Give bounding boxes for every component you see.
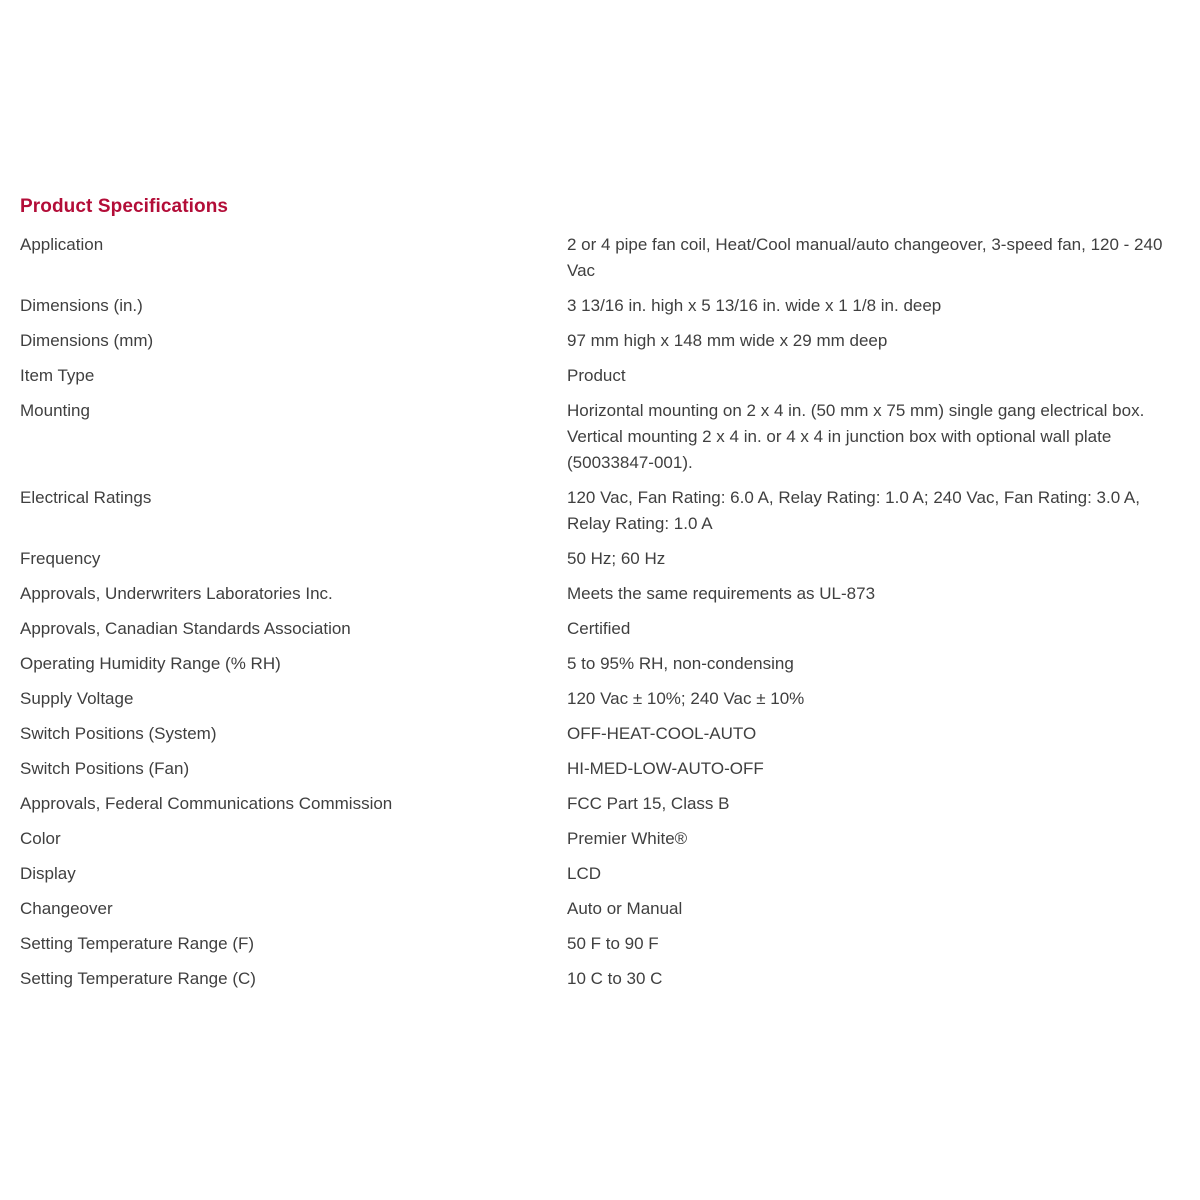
spec-value: 3 13/16 in. high x 5 13/16 in. wide x 1 1/8 in. deep: [567, 296, 942, 315]
spec-value: Certified: [567, 619, 631, 638]
spec-row: [20, 328, 1186, 354]
spec-label: Changeover: [20, 899, 113, 918]
spec-value: Horizontal mounting on 2 x 4 in. (50 mm x 75 mm) single gang electrical box. Vertical mounting 2 x 4 in. or 4 x 4 in junction box with optional wall plate (50033847-001).: [567, 401, 1145, 472]
spec-value: Meets the same requirements as UL-873: [567, 584, 876, 603]
spec-row: [20, 485, 1186, 537]
spec-value: FCC Part 15, Class B: [567, 794, 730, 813]
spec-value: 10 C to 30 C: [567, 969, 663, 988]
spec-row: [20, 232, 1186, 284]
spec-label: Setting Temperature Range (F): [20, 934, 255, 953]
spec-value: Auto or Manual: [567, 899, 683, 918]
spec-row: [20, 931, 1186, 957]
spec-value: 97 mm high x 148 mm wide x 29 mm deep: [567, 331, 888, 350]
spec-label: Approvals, Underwriters Laboratories Inc.: [20, 584, 333, 603]
spec-row: [20, 791, 1186, 817]
spec-row: [20, 398, 1186, 476]
spec-row: [20, 896, 1186, 922]
spec-value: Premier White®: [567, 829, 688, 848]
spec-row: [20, 721, 1186, 747]
spec-label: Mounting: [20, 401, 90, 420]
spec-label: Application: [20, 235, 104, 254]
spec-value: HI-MED-LOW-AUTO-OFF: [567, 759, 764, 778]
spec-row: [20, 966, 1186, 992]
spec-label: Electrical Ratings: [20, 488, 152, 507]
spec-value: OFF-HEAT-COOL-AUTO: [567, 724, 757, 743]
spec-value: LCD: [567, 864, 602, 883]
spec-row: [20, 293, 1186, 319]
spec-label: Frequency: [20, 549, 101, 568]
spec-value: 120 Vac, Fan Rating: 6.0 A, Relay Rating: 1.0 A; 240 Vac, Fan Rating: 3.0 A, Relay Rating: 1.0 A: [567, 488, 1140, 533]
spec-value: 50 F to 90 F: [567, 934, 659, 953]
spec-label: Display: [20, 864, 76, 883]
spec-row: [20, 616, 1186, 642]
spec-label: Color: [20, 829, 61, 848]
spec-value: Product: [567, 366, 626, 385]
spec-label: Switch Positions (Fan): [20, 759, 190, 778]
spec-row: [20, 686, 1186, 712]
spec-value: 120 Vac ± 10%; 240 Vac ± 10%: [567, 689, 805, 708]
spec-label: Operating Humidity Range (% RH): [20, 654, 281, 673]
spec-label: Dimensions (mm): [20, 331, 154, 350]
spec-label: Approvals, Federal Communications Commission: [20, 794, 393, 813]
spec-label: Switch Positions (System): [20, 724, 217, 743]
spec-label: Dimensions (in.): [20, 296, 143, 315]
spec-row: [20, 363, 1186, 389]
spec-label: Setting Temperature Range (C): [20, 969, 256, 988]
spec-row: [20, 546, 1186, 572]
section-title: Product Specifications: [20, 196, 229, 217]
spec-table: [20, 232, 1186, 992]
spec-row: [20, 861, 1186, 887]
spec-row: [20, 651, 1186, 677]
spec-row: [20, 756, 1186, 782]
spec-row: [20, 581, 1186, 607]
spec-label: Approvals, Canadian Standards Association: [20, 619, 351, 638]
spec-value: 50 Hz; 60 Hz: [567, 549, 666, 568]
spec-label: Supply Voltage: [20, 689, 134, 708]
spec-row: [20, 826, 1186, 852]
spec-value: 5 to 95% RH, non-condensing: [567, 654, 794, 673]
spec-label: Item Type: [20, 366, 95, 385]
spec-value: 2 or 4 pipe fan coil, Heat/Cool manual/auto changeover, 3-speed fan, 120 - 240 Vac: [567, 235, 1163, 280]
